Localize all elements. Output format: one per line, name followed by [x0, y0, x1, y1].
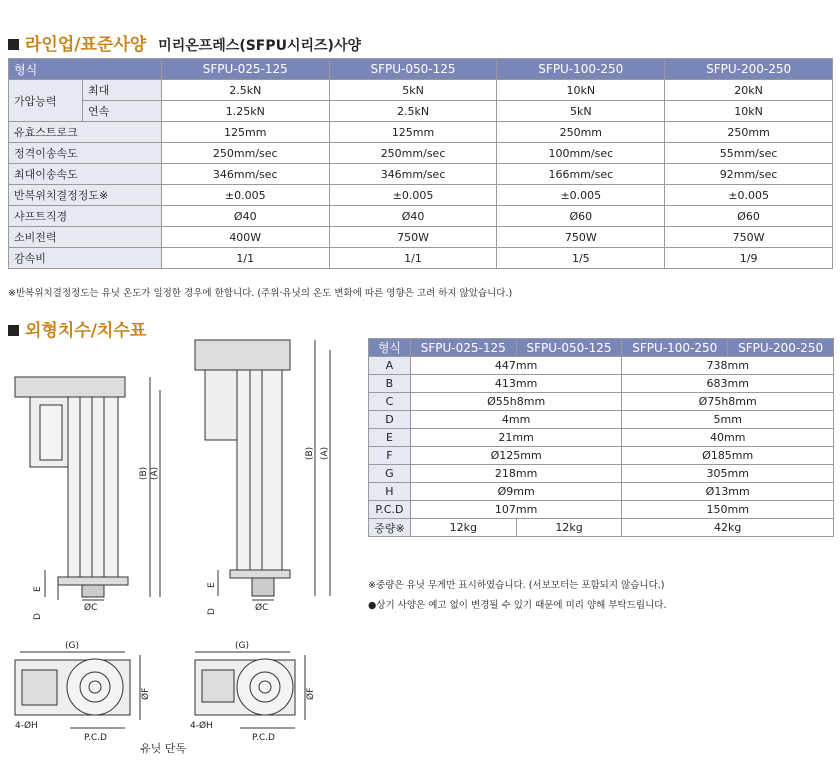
- table-cell: Ø60: [665, 206, 833, 227]
- table-cell: ±0.005: [497, 185, 665, 206]
- dimension-drawings: [0, 330, 360, 770]
- table-cell: 150mm: [622, 501, 834, 519]
- bullet-square-icon: [8, 39, 19, 50]
- table-row: [369, 393, 834, 411]
- table-cell: 2.5kN: [161, 80, 329, 101]
- table-cell: 346mm/sec: [329, 164, 497, 185]
- table-cell: 21mm: [410, 429, 622, 447]
- dim-label-c-large: ØC: [255, 603, 269, 613]
- table-cell: 1.25kN: [161, 101, 329, 122]
- table-cell: Ø60: [497, 206, 665, 227]
- dim-label-f: ØF: [141, 687, 151, 700]
- dim-label-c: ØC: [84, 603, 98, 613]
- table-cell: 750W: [329, 227, 497, 248]
- table-cell: Ø40: [329, 206, 497, 227]
- unit-bottom-view-small: [15, 652, 140, 728]
- table-row: [369, 519, 834, 537]
- table-cell: Ø185mm: [622, 447, 834, 465]
- table-cell: 100mm/sec: [497, 143, 665, 164]
- table-cell: 305mm: [622, 465, 834, 483]
- dim-label-h-large: 4-ØH: [190, 721, 213, 731]
- dim-header-label: 형식: [369, 339, 411, 357]
- table-cell: ±0.005: [329, 185, 497, 206]
- change-notice: ●상기 사양은 예고 없이 변경될 수 있기 때문에 미리 양해 부탁드립니다.: [368, 600, 667, 611]
- table-cell: Ø13mm: [622, 483, 834, 501]
- dim-label-pcd: P.C.D: [84, 733, 107, 743]
- table-row: [369, 357, 834, 375]
- table-row: [9, 80, 833, 101]
- table-cell: 1/5: [497, 248, 665, 269]
- dim-model-4: SFPU-200-250: [728, 339, 834, 357]
- spec-model-2: SFPU-050-125: [329, 59, 497, 80]
- spec-footnote: ※반복위치결정정도는 유닛 온도가 일정한 경우에 한합니다. (주위·유닛의 온도 변화에 따른 영향은 고려 하지 않았습니다.): [8, 288, 513, 299]
- dim-label-g: (G): [65, 641, 79, 651]
- table-cell: 447mm: [410, 357, 622, 375]
- dim-model-1: SFPU-025-125: [410, 339, 516, 357]
- dim-label-e: E: [33, 586, 43, 592]
- row-label: A: [369, 357, 411, 375]
- dim-label-e-large: E: [207, 582, 217, 588]
- section-title-main: 외형치수/치수표: [25, 321, 147, 341]
- table-row: [9, 122, 833, 143]
- table-row: [9, 185, 833, 206]
- dim-header-row: [369, 339, 834, 357]
- row-label: 최대이송속도: [9, 164, 162, 185]
- table-cell: 683mm: [622, 375, 834, 393]
- table-row: [369, 465, 834, 483]
- table-cell: 5kN: [329, 80, 497, 101]
- table-cell: 413mm: [410, 375, 622, 393]
- spec-header-row: [9, 59, 833, 80]
- table-cell: 5kN: [497, 101, 665, 122]
- row-label: E: [369, 429, 411, 447]
- table-cell: 42kg: [622, 519, 834, 537]
- row-label: G: [369, 465, 411, 483]
- table-cell: 250mm/sec: [161, 143, 329, 164]
- row-label: D: [369, 411, 411, 429]
- table-cell: Ø40: [161, 206, 329, 227]
- row-label: P.C.D: [369, 501, 411, 519]
- row-label-press-force: 가압능력: [9, 80, 83, 122]
- table-cell: 750W: [497, 227, 665, 248]
- table-cell: 5mm: [622, 411, 834, 429]
- table-cell: ±0.005: [665, 185, 833, 206]
- unit-bottom-view-large: [195, 652, 305, 728]
- dim-label-a: (A): [150, 466, 160, 480]
- table-row: [369, 411, 834, 429]
- row-label: 반복위치결정정도※: [9, 185, 162, 206]
- table-cell: 250mm: [665, 122, 833, 143]
- dim-label-d-large: D: [207, 608, 217, 615]
- section-title-lineup: [8, 30, 361, 55]
- row-label: F: [369, 447, 411, 465]
- table-cell: Ø55h8mm: [410, 393, 622, 411]
- dim-model-3: SFPU-100-250: [622, 339, 728, 357]
- table-cell: 400W: [161, 227, 329, 248]
- row-label-weight: 중량※: [369, 519, 411, 537]
- spec-model-4: SFPU-200-250: [665, 59, 833, 80]
- table-cell: 125mm: [161, 122, 329, 143]
- table-row: [9, 206, 833, 227]
- table-row: [9, 164, 833, 185]
- row-label: C: [369, 393, 411, 411]
- row-label: 정격이송속도: [9, 143, 162, 164]
- section-title-main: 라인업/표준사양: [25, 35, 147, 55]
- table-cell: 12kg: [516, 519, 622, 537]
- row-label: 감속비: [9, 248, 162, 269]
- dim-label-pcd-large: P.C.D: [252, 733, 275, 743]
- spec-model-1: SFPU-025-125: [161, 59, 329, 80]
- table-cell: 2.5kN: [329, 101, 497, 122]
- table-row: [9, 143, 833, 164]
- table-cell: 1/1: [161, 248, 329, 269]
- table-cell: 55mm/sec: [665, 143, 833, 164]
- dim-model-2: SFPU-050-125: [516, 339, 622, 357]
- dim-label-b-large: (B): [305, 446, 315, 460]
- table-cell: 346mm/sec: [161, 164, 329, 185]
- table-cell: Ø75h8mm: [622, 393, 834, 411]
- table-row: [369, 447, 834, 465]
- table-cell: 92mm/sec: [665, 164, 833, 185]
- weight-note: ※중량은 유닛 무게만 표시하였습니다. (서보모터는 포함되지 않습니다.): [368, 580, 665, 591]
- row-label: 샤프트직경: [9, 206, 162, 227]
- dimension-table: [368, 338, 834, 537]
- table-row: [369, 429, 834, 447]
- table-cell: 738mm: [622, 357, 834, 375]
- row-sublabel-max: 최대: [82, 80, 161, 101]
- unit-side-view-large: [195, 340, 330, 600]
- table-cell: ±0.005: [161, 185, 329, 206]
- table-cell: 218mm: [410, 465, 622, 483]
- table-cell: Ø9mm: [410, 483, 622, 501]
- drawing-caption: 유닛 단독: [140, 742, 187, 755]
- table-cell: 250mm/sec: [329, 143, 497, 164]
- dim-label-b: (B): [139, 466, 149, 480]
- table-row: [9, 227, 833, 248]
- table-cell: 40mm: [622, 429, 834, 447]
- table-row: [369, 375, 834, 393]
- section-subtitle: 미리온프레스(SFPU시리즈)사양: [158, 38, 362, 54]
- table-cell: 166mm/sec: [497, 164, 665, 185]
- table-row: [369, 501, 834, 519]
- table-cell: 250mm: [497, 122, 665, 143]
- table-cell: Ø125mm: [410, 447, 622, 465]
- table-cell: 1/1: [329, 248, 497, 269]
- table-row: [9, 248, 833, 269]
- row-label: B: [369, 375, 411, 393]
- table-cell: 10kN: [497, 80, 665, 101]
- table-row: [369, 483, 834, 501]
- table-cell: 4mm: [410, 411, 622, 429]
- dim-label-h: 4-ØH: [15, 721, 38, 731]
- dim-label-a-large: (A): [320, 446, 330, 460]
- spec-table: [8, 58, 833, 269]
- table-cell: 20kN: [665, 80, 833, 101]
- row-label: H: [369, 483, 411, 501]
- table-cell: 750W: [665, 227, 833, 248]
- table-cell: 125mm: [329, 122, 497, 143]
- table-cell: 1/9: [665, 248, 833, 269]
- row-sublabel-continuous: 연속: [82, 101, 161, 122]
- spec-model-3: SFPU-100-250: [497, 59, 665, 80]
- dim-label-f-large: ØF: [306, 687, 316, 700]
- row-label: 유효스트로크: [9, 122, 162, 143]
- table-cell: 107mm: [410, 501, 622, 519]
- unit-side-view-small: [15, 377, 160, 600]
- dim-label-g-large: (G): [235, 641, 249, 651]
- row-label: 소비전력: [9, 227, 162, 248]
- dim-label-d: D: [33, 613, 43, 620]
- spec-header-label: 형식: [9, 59, 162, 80]
- table-row: [9, 101, 833, 122]
- table-cell: 10kN: [665, 101, 833, 122]
- table-cell: 12kg: [410, 519, 516, 537]
